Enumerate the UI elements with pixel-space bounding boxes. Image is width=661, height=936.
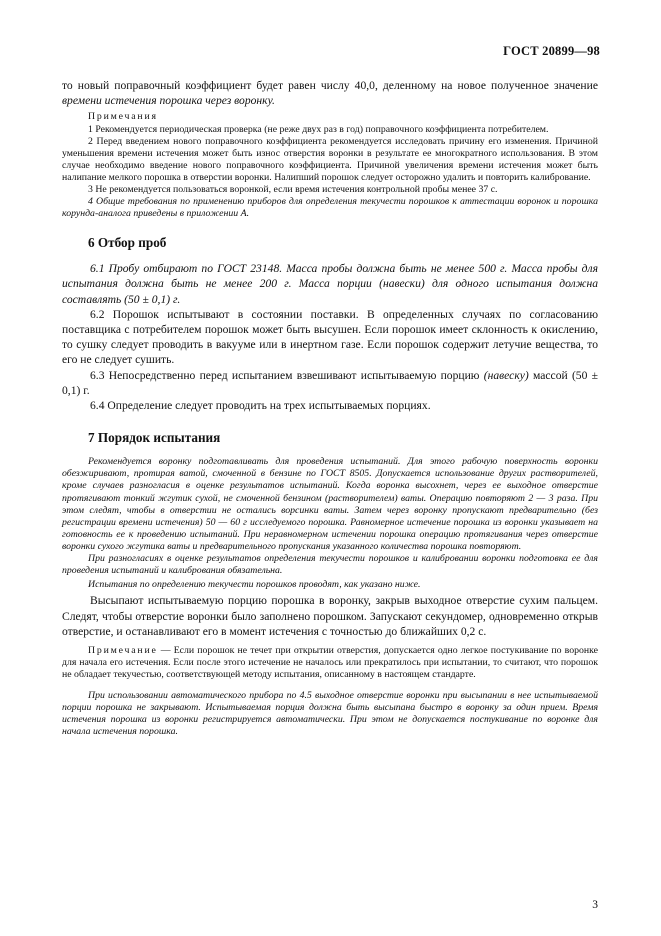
section-6-heading: 6 Отбор проб bbox=[88, 235, 167, 251]
para-6-3-text: 6.3 Непосредственно перед испытанием взвешивают испытываемую порцию bbox=[90, 368, 484, 382]
para-6-3-tail: массой (50 ± 0,1) г. bbox=[62, 368, 599, 397]
intro-italic: времени истечения порошка через воронку. bbox=[62, 94, 275, 108]
note-1: 1 Рекомендуется периодическая проверка (не реже двух раз в год) поправочного коэффициента потребителем. bbox=[88, 123, 549, 135]
section-7-italic-4: При использовании автоматического прибора по 4.5 выходное отверстие воронки при высыпании в нее испытываемой порции порошка не закрывают. Испытываемая порция должна быть высыпана быстро в воронку за один прием. Время истечения порошка из воронки регистрируется автоматически. При этом не допускается постукивание по воронке для начала истечения порошка. bbox=[62, 690, 598, 738]
para-6-3 bbox=[62, 368, 598, 398]
section-7-italic-1: Рекомендуется воронку подготавливать для проведения испытаний. Для этого рабочую поверхность воронки обезжиривают, протирая ватой, смоченной в бензине по ГОСТ 8505. Допускается использование других растворителей, кроме случаев разногласия в оценке результатов испытаний. Когда воронка высохнет, через ее выходное отверстие протягивают тонкий жгутик сухой, не смоченной бензином (растворителем) ваты. Операцию повторяют 2 — 3 раза. При этом следят, чтобы в отверстии не остались ворсинки ваты. Затем через воронку пропускают предварительно (без регистрации времени истечения) 50 — 60 г исследуемого порошка. Равномерное истечение порошка из воронки указывает на готовность ее к проведению испытаний. При неравномерном истечении порошка операцию протягивания через отверстие воронки сухого жгутика ваты и предварительного пропускания указанного количества порошка повторяют. bbox=[62, 456, 598, 552]
note-2: 2 Перед введением нового поправочного коэффициента рекомендуется исследовать причину его изменения. Причиной уменьшения времени истечения может быть износ отверстия воронки в результате ее многократного использования. В этом случае необходимо введение нового поправочного коэффициента. Причиной увеличения времени истечения может быть налипание мелкого порошка в отверстии воронки. Налипший порошок следует осторожно удалить и повторить калибрование. bbox=[62, 135, 598, 183]
para-6-3-italic: (навеску) bbox=[483, 368, 529, 382]
section-7-paragraph: Высыпают испытываемую порцию порошка в воронку, закрыв выходное отверстие сухим пальцем. Следят, чтобы отверстие воронки было заполнено порошком. Запускают секундомер, одновременно открыв отверстие, и останавливают его в момент истечения с точностью до ближайших 0,2 с. bbox=[62, 594, 598, 638]
section-7-note-label: Примечание bbox=[88, 644, 158, 656]
intro-text: то новый поправочный коэффициент будет равен числу 40,0, деленному на новое полученное значение bbox=[62, 79, 598, 92]
para-6-2: 6.2 Порошок испытывают в состоянии поставки. В определенных случаях по согласованию поставщика с потребителем порошок может быть высушен. Если порошок имеет склонность к окислению, то сушку следует проводить в вакууме или в инертном газе. Если порошок содержит летучие вещества, то его не следует сушить. bbox=[62, 307, 598, 367]
section-7-heading: 7 Порядок испытания bbox=[88, 430, 221, 446]
notes-block bbox=[62, 111, 598, 220]
section-7-italic-2: При разногласиях в оценке результатов определения текучести порошков и калибровании воронки подготовка ее для проведения испытаний и калибрования обязательна. bbox=[62, 553, 598, 577]
para-6-1: 6.1 Пробу отбирают по ГОСТ 23148. Масса пробы должна быть не менее 500 г. Масса пробы для испытания должна быть не менее 200 г. Масса порции (навески) для одного испытания должна составлять (50 ± 0,1) г. bbox=[62, 262, 598, 306]
note-3: 3 Не рекомендуется пользоваться воронкой, если время истечения контрольной пробы менее 37 с. bbox=[88, 183, 498, 195]
document-header: ГОСТ 20899—98 bbox=[503, 44, 600, 58]
section-7-note bbox=[62, 645, 598, 681]
page-number: 3 bbox=[592, 899, 598, 911]
page-content bbox=[62, 78, 598, 739]
section-7-note-text: — Если порошок не течет при открытии отверстия, допускается одно легкое постукивание по воронке для начала его истечения. Если после этого истечение не началось или прекратилось при испытании, то считают, что порошок не обладает текучестью, соответствующей методу испытания, описанному в настоящем стандарте. bbox=[62, 644, 598, 681]
note-4: 4 Общие требования по применению приборов для определения текучести порошков к аттестации воронок и порошка корунда-аналога приведены в приложении А. bbox=[62, 196, 598, 220]
section-7-italic-3: Испытания по определению текучести порошков проводят, как указано ниже. bbox=[88, 579, 421, 591]
para-6-4: 6.4 Определение следует проводить на трех испытываемых порциях. bbox=[90, 399, 431, 413]
intro-paragraph bbox=[62, 78, 598, 108]
notes-title: Примечания bbox=[88, 111, 158, 123]
